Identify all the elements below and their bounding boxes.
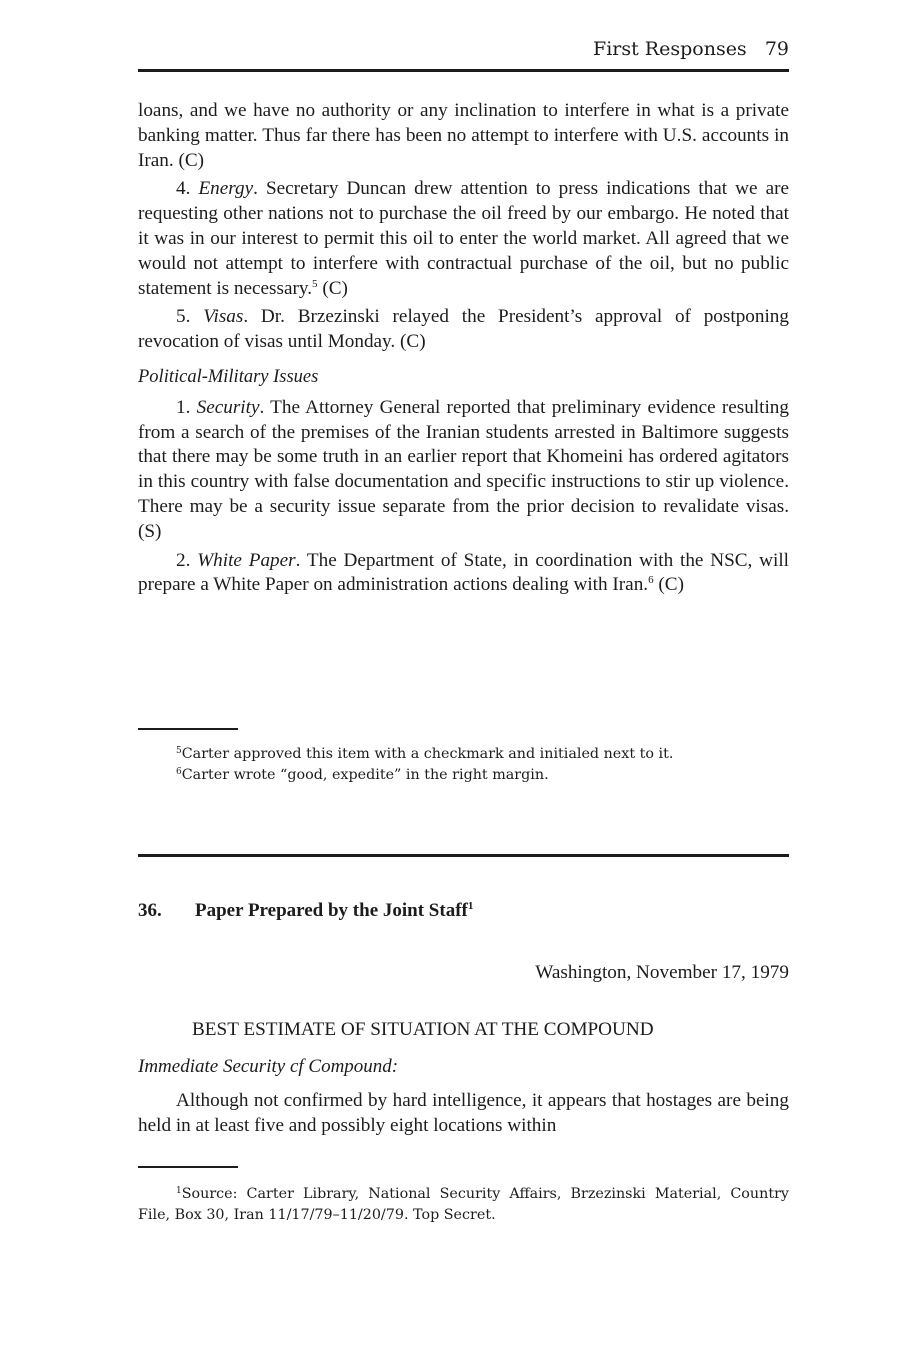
footnotes-bottom [138, 1184, 789, 1226]
footnotes-top [138, 744, 789, 786]
footnote: $^1$Source: Carter Library, National Security Affairs, Brzezinski Material, Country File, Box 30, Iran 11/17/79–11/20/79. Top Secret. [138, 1186, 789, 1223]
footnote-rule [138, 1166, 238, 1168]
sub-heading: Immediate Security cf Compound: [138, 1056, 399, 1077]
section-heading: Political-Military Issues [138, 366, 319, 387]
footnote-ref: 5 [312, 277, 318, 290]
document-heading [138, 900, 473, 922]
paragraph-visas: 5. Visas. Dr. Brzezinski relayed the President’s approval of postponing revocation of visas until Monday. (C) [138, 306, 789, 353]
document-number: 36. [138, 900, 162, 921]
footnote-ref: 6 [648, 574, 654, 587]
footnote-ref: 1 [467, 900, 474, 912]
body-text-top [138, 99, 789, 598]
paragraph-hostages: Although not confirmed by hard intelligence, it appears that hostages are being held in at least five and possibly eight locations within [138, 1090, 789, 1136]
item-title: Energy [198, 178, 254, 200]
running-head [593, 38, 789, 60]
item-title: White Paper [197, 549, 296, 571]
item-title: Security [196, 396, 260, 418]
document-title: Paper Prepared by the Joint Staff [195, 900, 468, 921]
footnote-rule [138, 728, 238, 730]
paragraph-energy: 4. Energy. Secretary Duncan drew attention to press indications that we are requesting other nations not to purchase the oil freed by our embargo. He noted that it was in our interest to permit this oil to enter the world market. All agreed that we would not attempt to interfere with contractual purchase of the oil, but no public statement is necessary.$^5$ (C) [138, 178, 790, 299]
item-title: Visas [203, 306, 244, 328]
caps-heading: BEST ESTIMATE OF SITUATION AT THE COMPOUND [192, 1019, 654, 1040]
dateline: Washington, November 17, 1979 [535, 962, 789, 983]
paragraph-security: 1. Security. The Attorney General reported that preliminary evidence resulting from a search of the premises of the Iranian students arrested in Baltimore suggests that there may be some truth in an earlier report that Khomeini has ordered agitators in this country with false documentation and specific instructions to stir up violence. There may be a security issue separate from the prior decision to revalidate visas. (S) [138, 396, 789, 542]
body-text-bottom [138, 1089, 789, 1139]
footnote: $^6$Carter wrote “good, expedite” in the right margin. [176, 767, 549, 783]
paragraph-white-paper: 2. White Paper. The Department of State, in coordination with the NSC, will prepare a White Paper on administration actions dealing with Iran.$^6$ (C) [138, 549, 789, 596]
footnote: $^5$Carter approved this item with a checkmark and initialed next to it. [176, 746, 674, 762]
page-number: 79 [764, 38, 789, 60]
section-rule [138, 854, 789, 857]
running-title: First Responses [593, 38, 747, 60]
paragraph-loans: loans, and we have no authority or any inclination to interfere in what is a private banking matter. Thus far there has been no attempt to interfere with U.S. accounts in Iran. (C) [138, 100, 789, 171]
document-page [138, 0, 789, 1351]
header-rule [138, 69, 789, 72]
